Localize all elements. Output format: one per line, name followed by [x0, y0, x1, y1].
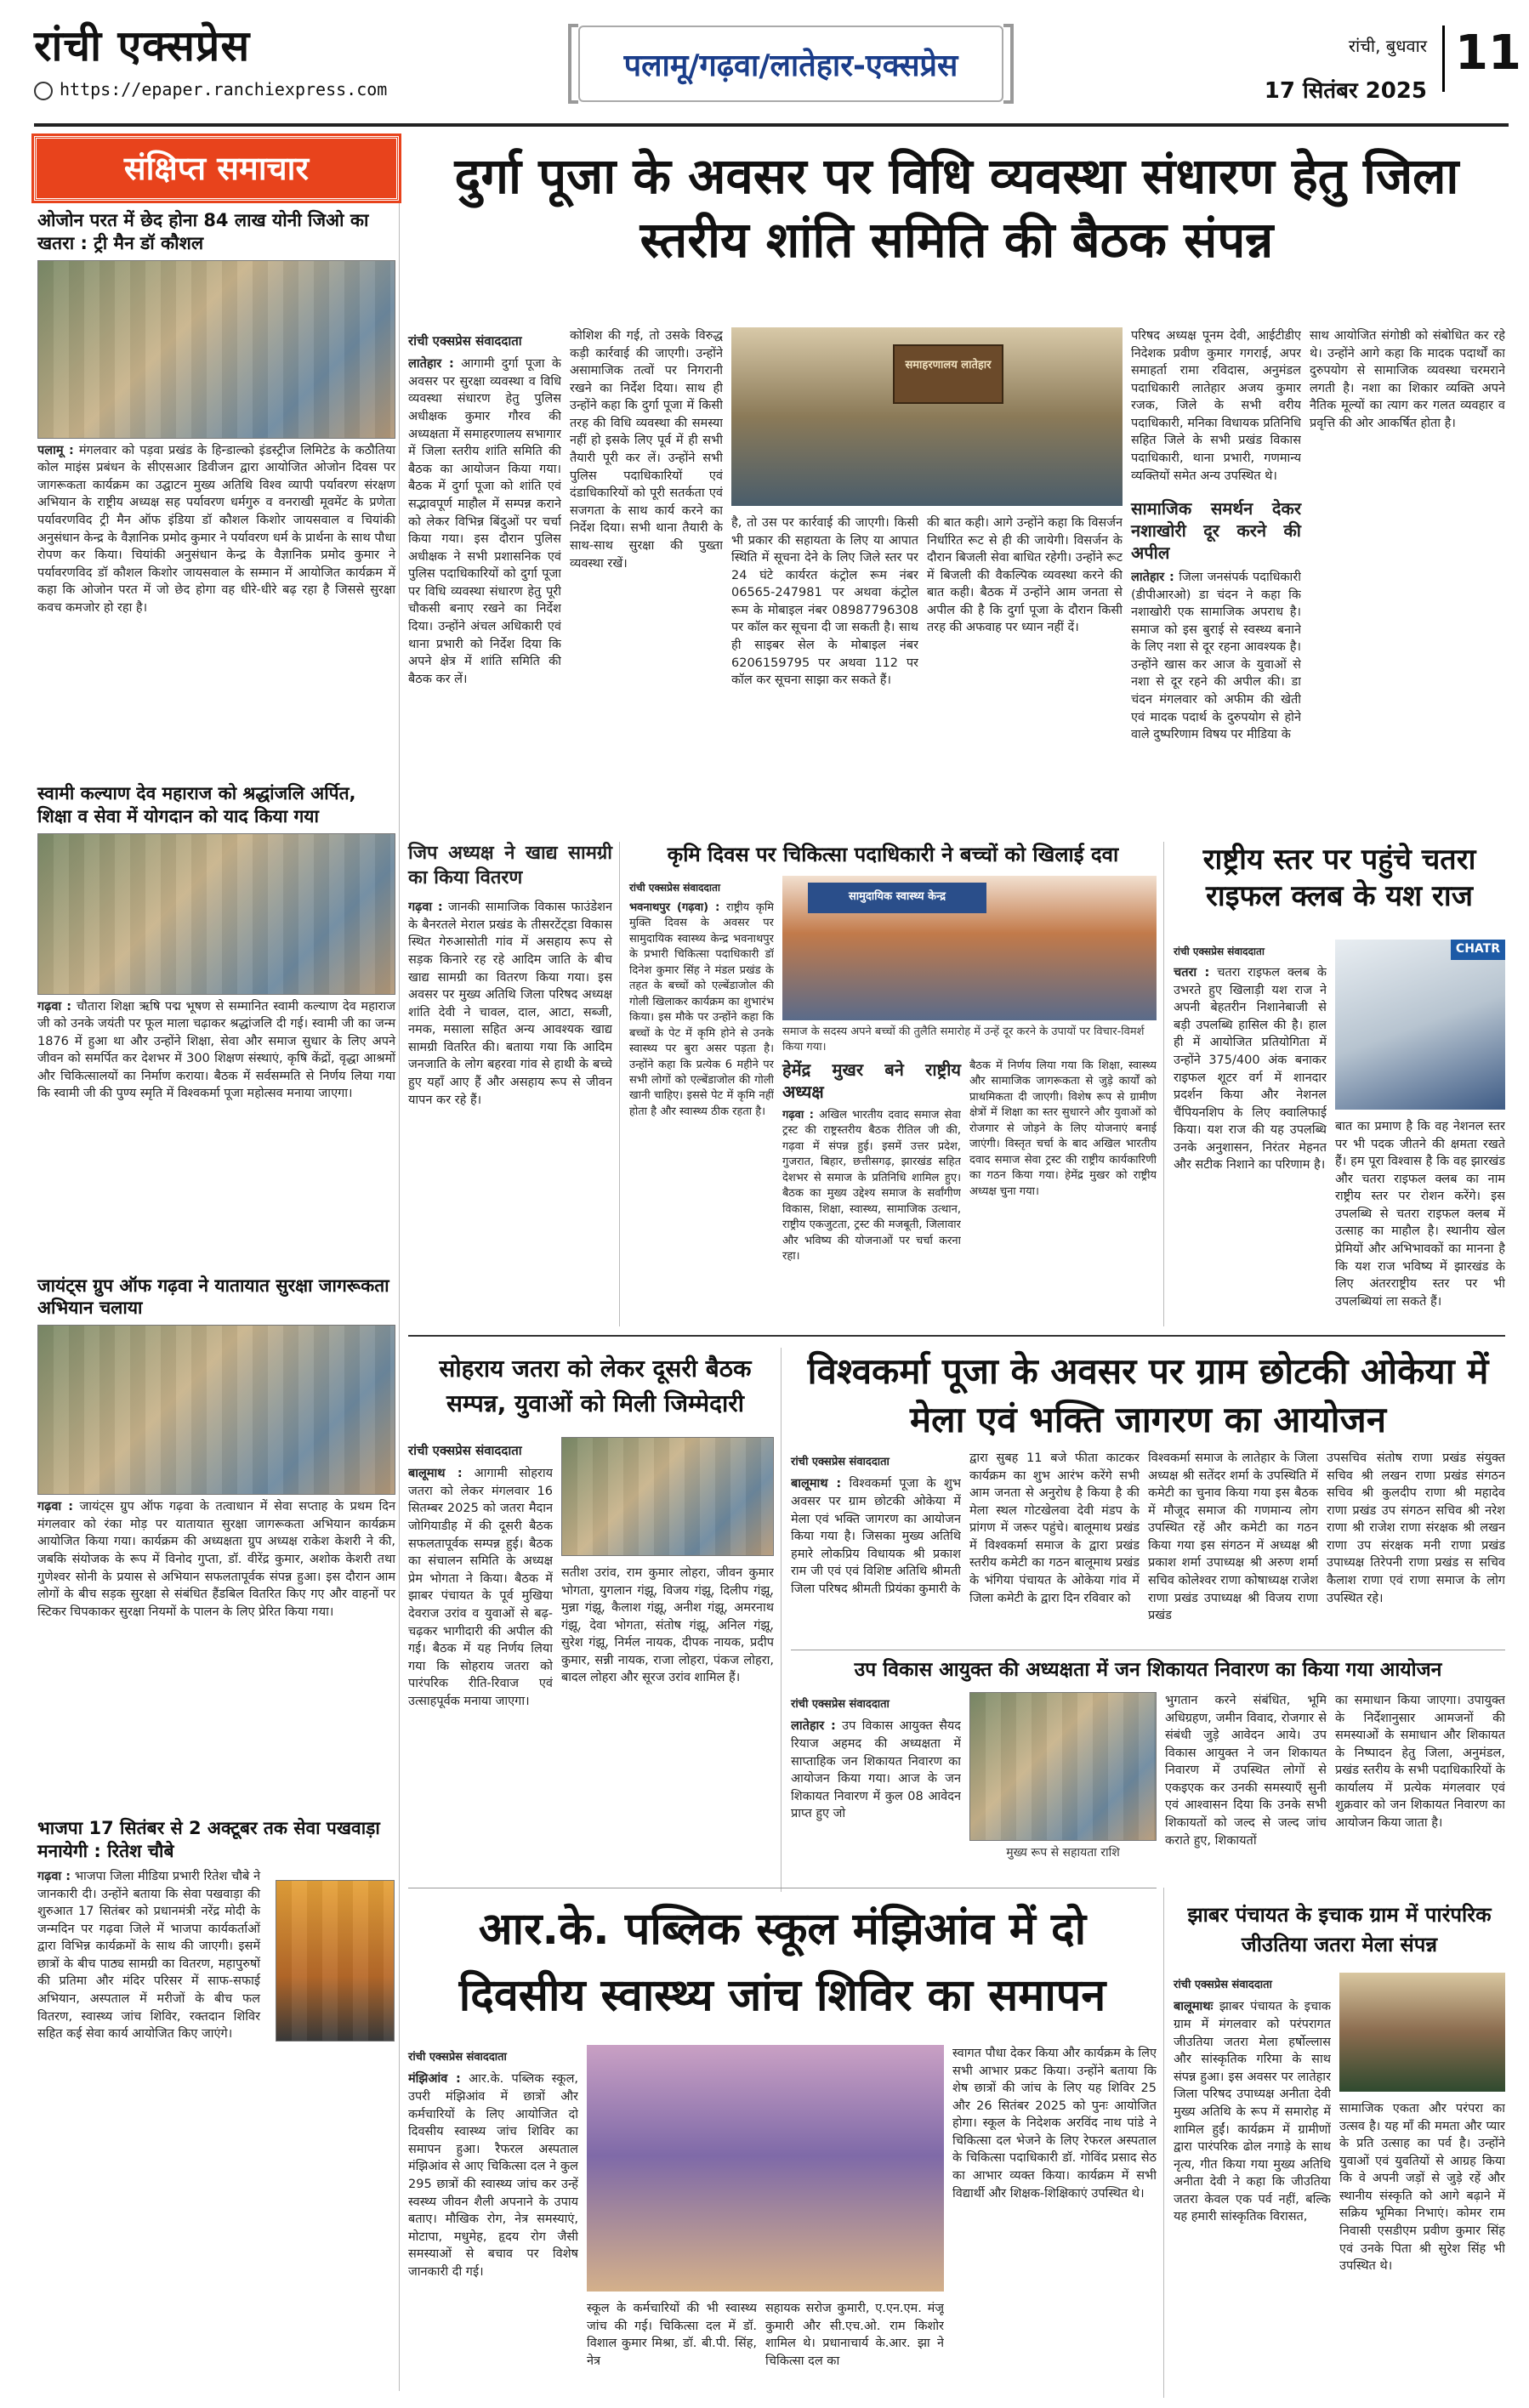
byline: रांची एक्सप्रेस संवाददाता — [408, 333, 522, 349]
byline: रांची एक्सप्रेस संवाददाता — [408, 1443, 522, 1458]
brief-text: भाजपा जिला मीडिया प्रभारी रितेश चौबे ने जानकारी दी। उन्होंने बताया कि सेवा पखवाड़ा की शुरुआत 17 सितंबर को प्रधानमंत्री नरेंद्र मोदी के जन्मदिन पर गढ़वा जिले में भाजपा कार्यकर्ताओं द्वारा विभिन्न कार्यक्रमों के साथ की जाएगी। इसमें छात्रों के बीच पाठ्य सामग्री का वितरण, महापुरुषों की प्रतिमा और मंदिर परिसर में साफ-सफाई अभियान, अस्पताल में मरीजों के बीच फल वितरण, स्वास्थ्य जांच शिविर, रक्तदान शिविर सहित कई सेवा कार्य आयोजित किए जाएंगे। — [37, 1870, 261, 2042]
section-title: पलामू/गढ़वा/लातेहार-एक्सप्रेस — [623, 48, 958, 83]
lead-story — [408, 327, 1505, 838]
epaper-url[interactable] — [34, 79, 387, 100]
mukhar-col-1 — [782, 1059, 961, 1337]
deworm-text: राष्ट्रीय कृमि मुक्ति दिवस के अवसर पर सामुदायिक स्वास्थ्य केन्द्र भवनाथपुर के प्रभारी चिकित्सा पदाधिकारी डॉ दिनेश कुमार सिंह ने मंडल प्रखंड के तहत के बच्चों को एल्बेंडाजोल की गोली खिलाकर कार्यक्रम का शुभारंभ किया। इस मौके पर उन्होंने कहा कि बच्चों के पेट में कृमि होने से उनके स्वास्थ्य पर बुरा असर पड़ता है। उन्होंने कहा कि प्रत्येक 6 महीने पर सभी लोगों को एल्बेंडाजोल की गोली खानी चाहिए। इससे पेट में कृमि नहीं होता है और स्वास्थ्य ठीक रहता है। — [629, 901, 774, 1118]
sohray-text: आगामी सोहराय जतरा को लेकर मंगलवार 16 सितम्बर 2025 को जतरा मैदान जोगियाडीह में की दूसरी बैठक सफलतापूर्वक सम्पन्न हुई। बैठक का संचालन समिति के अध्यक्ष प्रेम भोगता ने किया। बैठक में झाबर पंचायत के पूर्व मुखिया देवराज उरांव व युवाओं से बढ़-चढ़कर भागीदारी की अपील की गई। बैठक में यह निर्णय लिया गया कि सोहराय जतरा को पारंपरिक रीति-रिवाज एवं उत्साहपूर्वक मनाया जाएगा। — [408, 1467, 553, 1708]
byline: रांची एक्सप्रेस संवाददाता — [1174, 1979, 1272, 1991]
column-rule — [781, 1348, 782, 1892]
brief-body — [34, 1868, 264, 2174]
grv-text: उप विकास आयुक्त सैयद रियाज अहमद की अध्यक्षता में साप्ताहिक जन शिकायत निवारण का आयोजन किया गया। आज के जन शिकायत निवारण में कुल 08 आवेदन प्राप्त हुए जो — [791, 1719, 961, 1821]
mukhar-dateline: गढ़वा : — [782, 1109, 814, 1122]
brief-lead: गढ़वा : — [37, 999, 72, 1014]
jitiya-dateline: बालूमाथः — [1174, 2000, 1214, 2014]
column-rule — [1163, 842, 1164, 1326]
lead-dateline: लातेहार : — [408, 357, 454, 372]
photo-caption: समाज के सदस्य अपने बच्चों की तुलैति समारोह में उन्हें दूर करने के उपायों पर विचार-विमर्श किया गया। — [782, 1025, 1145, 1054]
lead-text: आगामी दुर्गा पूजा के अवसर पर सुरक्षा व्यवस्था व विधि व्यवस्था संधारण हेतु पुलिस अधीक्षक कुमार गौरव की अध्यक्षता में समाहरणालय सभागार में जिला स्तरीय शांति समिति की बैठक का आयोजन किया गया। बैठक में दुर्गा पूजा को शांति एवं सद्भावपूर्ण माहौल में सम्पन्न कराने को लेकर विभिन्न बिंदुओं पर चर्चा किया गया। इस दौरान पुलिस अधीक्षक ने सभी प्रशासनिक एवं पुलिस पदाधिकारियों को दुर्गा पूजा पर विधि व्यवस्था संधारण हेतु पूरी चौकसी बनाए रखने का निर्देश दिया। उन्होंने अंचल अधिकारी एवं थाना प्रभारी को निर्देश दिया कि अपने क्षेत्र में शांति समिति की बैठक कर लें। — [408, 357, 561, 686]
camp-headline: आर.के. पब्लिक स्कूल मंझिआंव में दो दिवसीय स्वास्थ्य जांच शिविर का समापन — [458, 1904, 1106, 2021]
brief-title: जायंट्स ग्रुप ऑफ गढ़वा ने यातायात सुरक्षा जागरूकता अभियान चलाया — [37, 1275, 389, 1319]
photo-caption: मुख्य रूप से सहायता राशि — [1006, 1846, 1120, 1860]
food-story — [408, 842, 612, 1326]
grv-dateline: लातेहार : — [791, 1719, 836, 1734]
vk-dateline: बालूमाथ : — [791, 1477, 842, 1491]
office-sign: समाहरणालय लातेहार — [893, 344, 1003, 404]
byline: रांची एक्सप्रेस संवाददाता — [1174, 946, 1265, 957]
jitiya-headline: झाबर पंचायत के इचाक ग्राम में पारंपरिक जीउतिया जतरा मेला संपन्न — [1187, 1903, 1492, 1956]
club-banner: CHATR — [1451, 940, 1505, 960]
vk-col-2: द्वारा सुबह 11 बजे फीता काटकर कार्यक्रम का शुभ आरंभ करेंगे सभी आम जनता से अनुरोध है किया है की मेला स्थल गोटखेलवा देवी मंडप के प्रांगण में जरूर पहुंचे। बालूमाथ प्रखंड में विश्वकर्मा समाज के द्वारा प्रखंड स्तरीय कमेटी का गठन बालूमाथ प्रखंड के भंगिया पंचायत के ओकेया गांव में जिला कमेटी के द्वारा दिन रविवार को — [969, 1451, 1140, 1605]
jitiya-col-2: सामाजिक एकता और परंपरा का उत्सव है। यह माँ की ममता और प्यार के प्रति उत्साह का पर्व है। उन्होंने युवाओं एवं युवतियों से आग्रह किया कि वे अपनी जड़ों से जुड़े रहें और स्थानीय संस्कृति को आगे बढ़ाने में सक्रिय भूमिका निभाएं। कोमर राम निवासी एसडीएम प्रवीण कुमार सिंह एवं उनके पिता श्री सुरेश सिंह भी उपस्थित थे। — [1339, 2102, 1505, 2274]
lead-col-2: कोशिश की गई, तो उसके विरुद्ध कड़ी कार्रवाई की जाएगी। उन्होंने असामाजिक तत्वों पर निगरानी रखने का निर्देश दिया। साथ ही उन्होंने कहा कि दुर्गा पूजा में किसी तरह की विधि व्यवस्था की समस्या नहीं हो इसके लिए पूर्व में ही सभी तैयारी पूरी कर लें। उन्होंने सभी पुलिस पदाधिकारियों एवं दंडाधिकारियों को पूरी सतर्कता एवं सजगता के साथ कार्य करने का निर्देश दिया। सभी थाना तैयारी के साथ-साथ सुरक्षा की पुख्ता व्यवस्था रखें। — [570, 329, 723, 571]
right-bracket — [1003, 24, 1014, 104]
city-day: रांची, बुधवार — [1348, 36, 1427, 56]
jitiya-photo — [1339, 1973, 1505, 2092]
brief-photo — [37, 833, 395, 995]
rifle-text: चतरा राइफल क्लब के उभरते हुए खिलाड़ी यश राज ने अपनी बेहतरीन निशानेबाजी से बड़ी उपलब्धि हासिल की है। हाल ही में आयोजित प्रतियोगिता में उन्होंने 375/400 अंक बनाकर राइफल शूटर वर्ग में शानदार प्रदर्शन किया और नेशनल चैंपियनशिप के लिए क्वालिफाई किया। यश राज की यह उपलब्धि उनके अनुशासन, निरंतर मेहनत और सटीक निशाने का परिणाम है। — [1174, 966, 1327, 1173]
lead-headline: दुर्गा पूजा के अवसर पर विधि व्यवस्था संधारण हेतु जिला स्तरीय शांति समिति की बैठक संपन्न — [454, 147, 1459, 270]
sohray-col-2: सतीश उरांव, राम कुमार लोहरा, जीवन कुमार भोगता, युगलान गंझू, विजय गंझू, दिलीप गंझू, मुन्ना गंझू, कैलाश गंझू, अनीश गंझू, अमरनाथ गंझू, देवा भोगता, संतोष गंझू, अनिल गंझू, सुरेश गंझू, निर्मल नायक, दीपक नायक, प्रदीप कुमार, सन्नी नायक, राजा लोहरा, पंकज लोहरा, बादल लोहरा और सूरज उरांव शामिल हैं। — [561, 1566, 774, 1685]
rifle-col-2: बात का प्रमाण है कि वह नेशनल स्तर पर भी पदक जीतने की क्षमता रखते हैं। हम पूरा विश्वास है कि वह झारखंड और चतरा राइफल क्लब का नाम राष्ट्रीय स्तर पर रोशन करेंगे। इस उपलब्धि से चतरा राइफल क्लब में उत्साह का माहौल है। स्थानीय खेल प्रेमियों और अभिभावकों का मानना है कि यश राज भविष्य में झारखंड के लिए अंतरराष्ट्रीय स्तर पर भी उपलब्धियां ला सकते हैं। — [1335, 1120, 1505, 1309]
globe-icon — [34, 82, 53, 100]
lead-col-3: है, तो उस पर कार्रवाई की जाएगी। किसी भी प्रकार की सहायता के लिए या आपात स्थिति में सूचना देने के लिए जिले स्तर पर 24 घंटे कार्यरत कंट्रोल रूम नंबर 06565-247981 पर अथवा कंट्रोल रूम के मोबाइल नंबर 08987796308 पर कॉल कर सूचना दी जा सकती है। साथ ही साइबर सेल के मोबाइल नंबर 6206159795 पर अथवा 112 पर कॉल कर सूचना साझा कर सकते हैं। — [731, 516, 918, 688]
sohray-dateline: बालूमाथ : — [408, 1467, 463, 1481]
camp-col-2: स्कूल के कर्मचारियों की भी स्वास्थ्य जांच की गई। चिकित्सा दल में डॉ. विशाल कुमार मिश्रा, डॉ. बी.पी. सिंह, नेत्र — [587, 2302, 757, 2368]
vishwakarma-headline: विश्वकर्मा पूजा के अवसर पर ग्राम छोटकी ओकेया में मेला एवं भक्ति जागरण का आयोजन — [807, 1350, 1489, 1440]
section-rule — [408, 1335, 1505, 1337]
sohray-headline: सोहराय जतरा को लेकर दूसरी बैठक सम्पन्न, युवाओं को मिली जिम्मेदारी — [439, 1354, 752, 1417]
side-text: जिला जनसंपर्क पदाधिकारी (डीपीआरओ) डा चंदन ने कहा कि नशाखोरी एक सामाजिक अपराध है। समाज को इस बुराई से स्वस्थ्य बनाने के लिए नशा से दूर रहना आवश्यक है। उन्होंने खास कर आज के युवाओं से नशा से दूर रहने की अपील की। डा चंदन मंगलवार को अफीम की खेती एवं मादक पदार्थ के दुरुपयोग से होने वाले दुष्परिणाम विषय पर मीडिया के — [1131, 571, 1301, 742]
camp-col-4: स्वागत पौधा देकर किया और कार्यक्रम के लिए सभी आभार प्रकट किया। उन्होंने बताया कि शेष छात्रों की जांच के लिए यह शिविर 25 और 26 सितंबर 2025 को पुनः आयोजित होगा। स्कूल के निदेशक अरविंद नाथ पांडे ने चिकित्सा दल भेजने के लिए रेफरल अस्पताल के चिकित्सा पदाधिकारी डॉ. गोविंद प्रसाद सेठ का आभार व्यक्त किया। कार्यक्रम में सभी विद्यार्थी और शिक्षक-शिक्षिकाएं उपस्थित थे। — [952, 2047, 1157, 2201]
deworm-story — [629, 876, 1157, 1326]
url-text: https://epaper.ranchiexpress.com — [60, 79, 388, 99]
brief-photo — [37, 1325, 395, 1495]
masthead — [0, 0, 1529, 128]
deworm-dateline: भवनाथपुर (गढ़वा) : — [629, 901, 720, 915]
camp-story — [408, 2045, 1157, 2394]
page-number: 11 — [1442, 26, 1509, 92]
brand-logo: रांची एक्सप्रेस — [34, 20, 251, 71]
mukhar-col-2: बैठक में निर्णय लिया गया कि शिक्षा, स्वास्थ्य और सामाजिक जागरूकता से जुड़े कार्यों को प्राथमिकता दी जाएगी। विशेष रूप से ग्रामीण क्षेत्रों में शिक्षा का स्तर सुधारने और युवाओं को रोजगार से जोड़ने के लिए योजनाएं बनाई जाएंगी। विस्तृत चर्चा के बाद अखिल भारतीय दवाद समाज सेवा ट्रस्ट की राष्ट्रीय कार्यकारिणी का गठन किया गया। हेमेंद्र मुखर को राष्ट्रीय अध्यक्ष चुना गया। — [969, 1059, 1157, 1198]
grievance-story — [791, 1692, 1505, 1879]
masthead-rule — [34, 123, 1509, 127]
clinic-photo — [782, 876, 1157, 1020]
brief-body — [34, 442, 399, 774]
camp-dateline: मंझिआंव : — [408, 2072, 461, 2087]
brief-text: चौतारा शिक्षा ऋषि पद्म भूषण से सम्मानित स्वामी कल्याण देव महाराज जी को उनके जयंती पर फूल माला चढ़ाकर श्रद्धांजलि दी गई। स्वामी जी का जन्म 1876 में हुआ था और उन्होंने शिक्षा, सेवा और समाज सुधार के लिए अपने जीवन को समर्पित कर देशभर में 300 शिक्षण संस्थाएं, कृषि केंद्रों, वृद्धा आश्रमों और चिकित्सालयों का निर्माण कराया। बैठक में सर्वसम्मति से निर्णय लिया गया कि स्वामी जी की पुण्य स्मृति में विश्वकर्मा पूजा महोत्सव मनाया जाएगा। — [37, 999, 395, 1101]
byline: रांची एक्सप्रेस संवाददाता — [791, 1698, 890, 1711]
section-banner — [578, 26, 1003, 102]
left-bracket — [568, 24, 578, 104]
brief-text: जायंट्स ग्रुप ऑफ गढ़वा के तत्वाधान में सेवा सप्ताह के प्रथम दिन मंगलवार को रंका मोड़ पर यातायात सुरक्षा जागरूकता अभियान कार्यक्रम आयोजित किया गया। कार्यक्रम की अध्यक्षता ग्रुप अध्यक्ष राकेश केशरी ने की, जबकि संयोजक के रूप में विनोद गुप्ता, डॉ. वीरेंद्र कुमार, अशोक केशरी तथा गुणेश्वर सोनी के प्रयास से अभियान सफलतापूर्वक संपन्न हुआ। इस दौरान आम लोगों के बीच सड़क सुरक्षा से संबंधित हैंडबिल वितरित किए गए और वाहनों पर स्टिकर चिपकाकर सुरक्षा नियमों के पालन के लिए प्रेरित किया गया। — [37, 1500, 395, 1619]
column-rule — [619, 842, 620, 1326]
brief-body — [34, 1498, 399, 1809]
side-headline: सामाजिक समर्थन देकर नशाखोरी दूर करने की अपील — [1131, 498, 1301, 563]
side-dateline: लातेहार : — [1131, 571, 1174, 584]
mukhar-text: अखिल भारतीय दवाद समाज सेवा ट्रस्ट की राष्ट्रस्तरीय बैठक रीतिल जी की, गढ़वा में संपन्न हुई। इसमें उत्तर प्रदेश, गुजरात, बिहार, छत्तीसगढ़, झारखंड सहित देशभर से समाज के प्रतिनिधि शामिल हुए। बैठक का मुख्य उद्देश्य समाज के सर्वांगीण विकास, शिक्षा, स्वास्थ्य, सामाजिक उत्थान, राष्ट्रीय एकजुटता, ट्रस्ट की मजबूती, जिलावार और भविष्य की योजनाओं पर चर्चा करना रहा। — [782, 1109, 961, 1264]
brief-lead: गढ़वा : — [37, 1870, 71, 1883]
brief-lead: पलामू : — [37, 443, 74, 457]
grv-col-3: का समाधान किया जाएगा। उपायुक्त के निर्देशानुसार आमजनों की समस्याओं के समाधान और शिकायत के निष्पादन हेतु जिला, अनुमंडल, प्रखंड स्तरीय के सभी पदाधिकारियों के कार्यालय में प्रत्येक मंगलवार एवं शुक्रवार को जन शिकायत निवारण का आयोजन किया जाता है। — [1335, 1694, 1505, 1831]
food-headline: जिप अध्यक्ष ने खाद्य सामग्री का किया वितरण — [408, 843, 612, 889]
clinic-sign: सामुदायिक स्वास्थ्य केन्द्र — [808, 883, 986, 913]
rifle-dateline: चतरा : — [1174, 966, 1210, 980]
deworm-headline: कृमि दिवस पर चिकित्सा पदाधिकारी ने बच्चों को खिलाई दवा — [667, 843, 1119, 866]
byline: रांची एक्सप्रेस संवाददाता — [408, 2051, 507, 2064]
byline: रांची एक्सप्रेस संवाददाता — [791, 1456, 890, 1468]
rifle-headline: राष्ट्रीय स्तर पर पहुंचे चतरा राइफल क्लब के यश राज — [1202, 843, 1476, 913]
vk-col-1 — [791, 1450, 961, 1637]
sohray-story — [408, 1437, 774, 1879]
briefs-column — [34, 136, 400, 2391]
vk-text: विश्वकर्मा पूजा के शुभ अवसर पर ग्राम छोटकी ओकेया में मेला एवं भक्ति जागरण का आयोजन किया गया है। जिसका मुख्य अतिथि हमारे लोकप्रिय विधायक श्री प्रकाश राम जी एवं एवं विशिष्ट अतिथि श्रीमती जिला परिषद श्रीमती प्रियंका कुमारी के — [791, 1477, 961, 1596]
lead-col-4: की बात कही। आगे उन्होंने कहा कि विसर्जन निर्धारित रूट से ही की जायेगी। विसर्जन के दौरान बिजली सेवा बाधित रहेगी। उन्होंने रूट में बिजली की वैकल्पिक व्यवस्था करने की बात कही। बैठक में उन्होंने आम जनता से अपील की है कि दुर्गा पूजा के दौरान किसी तरह की अफवाह पर ध्यान नहीं दें। — [927, 516, 1123, 635]
deworm-col-1 — [629, 876, 774, 1309]
grv-col-1 — [791, 1692, 961, 1871]
grievance-photo — [969, 1692, 1157, 1841]
brief-body — [34, 998, 399, 1266]
vk-col-4: उपसचिव संतोष राणा प्रखंड संयुक्त सचिव श्री लखन राणा प्रखंड संगठन सचिव श्री कुलदीप राणा श्री महादेव राणा प्रखंड उप संगठन सचिव श्री नरेश राणा श्री राजेश राणा संरक्षक श्री लखन राणा उप संरक्षक मनी राणा प्रखंड उपाध्यक्ष तिरेपनी राणा प्रखंड स सचिव कैलाश राणा एवं राणा समाज के लोग उपस्थित रहे। — [1327, 1451, 1505, 1605]
lead-col-5 — [1131, 327, 1301, 824]
issue-date: 17 सितंबर 2025 — [1264, 78, 1427, 104]
lead-col-6: साथ आयोजित संगोष्ठी को संबोधित कर रहे थे। उन्होंने आगे कहा कि मादक पदार्थों का दुरुपयोग से सामाजिक व्यवस्था चरमराने लगती है। नशा का शिकार व्यक्ति अपने नैतिक मूल्यों का त्याग कर गलत व्यवहार व प्रवृत्ति की ओर आकर्षित होता है। — [1310, 329, 1505, 430]
lead-col-1 — [408, 327, 561, 832]
food-text: जानकी सामाजिक विकास फाउंडेशन के बैनरतले मेराल प्रखंड के तीसरटेंट्डा विकास स्थित गेरुआसोती गांव में असहाय रूप से सड़क किनारे रह रहे आदिम जाति के बीच खाद्य सामग्री का वितरण किया गया। इस अवसर पर मुख्य अतिथि जिला परिषद अध्यक्ष शांति देवी ने चावल, दाल, आटा, सब्जी, नमक, मसाला सहित अन्य आवश्यक खाद्य सामग्री वितरित की। बताया गया कि आदिम जनजाति के लोग बहरवा गांव से हाथी के बच्चे हुए यहाँ आए हैं और असहाय रूप से जीवन यापन कर रहे हैं। — [408, 900, 612, 1107]
brief-block — [34, 1868, 399, 2174]
brief-photo — [37, 260, 395, 439]
mukhar-headline: हेमेंद्र मुखर बने राष्ट्रीय अध्यक्ष — [782, 1059, 961, 1102]
byline: रांची एक्सप्रेस संवाददाता — [629, 882, 720, 894]
camp-col-1 — [408, 2045, 578, 2385]
brief-lead: गढ़वा : — [37, 1500, 74, 1514]
food-dateline: गढ़वा : — [408, 900, 443, 915]
portrait-photo — [276, 1880, 395, 2042]
brief-title: स्वामी कल्याण देव महाराज को श्रद्धांजलि अर्पित, शिक्षा व सेवा में योगदान को याद किया गया — [37, 782, 356, 826]
camp-col-3: सहायक सरोज कुमारी, ए.एन.एम. मंजू कुमारी और सी.एच.ओ. राम किशोर शामिल थे। प्रधानाचार्य के.आर. झा ने चिकित्सा दल का — [765, 2302, 944, 2368]
jitiya-text: झाबर पंचायत के इचाक ग्राम में मंगलवार को परंपरागत जीउतिया जतरा मेला हर्षोल्लास और सांस्कृतिक गरिमा के साथ संपन्न हुआ। इस अवसर पर लातेहार जिला परिषद उपाध्यक्ष अनीता देवी मुख्य अतिथि के रूप में समारोह में शामिल हुईं। कार्यक्रम में ग्रामीणों द्वारा पारंपरिक ढोल नगाड़े के साथ नृत्य, गीत किया गया मुख्य अतिथि अनीता देवी ने कहा कि जीउतिया जतरा केवल एक पर्व नहीं, बल्कि यह हमारी सांस्कृतिक विरासत, — [1174, 2000, 1331, 2224]
dateline — [1265, 34, 1427, 105]
brief-title: भाजपा 17 सितंबर से 2 अक्टूबर तक सेवा पखवाड़ा मनायेगी : रितेश चौबे — [37, 1818, 380, 1862]
camp-photo — [587, 2045, 944, 2292]
rifle-col-1 — [1174, 940, 1327, 1321]
jitiya-col-1 — [1174, 1973, 1331, 2381]
vishwakarma-story — [791, 1450, 1505, 1645]
lead-text: परिषद अध्यक्ष पूनम देवी, आईटीडीए निदेशक प्रवीण कुमार गगराई, अपर समाहर्ता रामा रविदास, अनुमंडल पदाधिकारी लातेहार अजय कुमार रजक, जिले के सभी वरीय पदाधिकारी, मनिका विधायक प्रतिनिधि सहित जिले के सभी प्रखंड विकास पदाधिकारी, थाना प्रभारी, गणमान्य व्यक्तियों समेत अन्य उपस्थित थे। — [1131, 329, 1301, 483]
grievance-headline: उप विकास आयुक्त की अध्यक्षता में जन शिकायत निवारण का किया गया आयोजन — [854, 1659, 1442, 1681]
grv-col-2: भुगतान करने संबंधित, भूमि अधिग्रहण, जमीन विवाद, रोजगार से संबंधी जुड़े आवेदन आये। उप विकास आयुक्त ने जन शिकायत निवारण में उपस्थित लोगों से एकइएक कर उनकी समस्याएँ सुनी एवं आश्वासन दिया कि उनके सभी शिकायतों को जल्द से जल्द जांच कराते हुए, शिकायतों — [1165, 1694, 1327, 1848]
sohray-col-1 — [408, 1437, 553, 1873]
rifle-story — [1174, 940, 1505, 1331]
briefs-heading: संक्षिप्त समाचार — [34, 136, 399, 201]
jitiya-story — [1174, 1973, 1505, 2394]
brief-title: ओजोन परत में छेद होना 84 लाख योनी जिओ का खतरा : ट्री मैन डॉ कौशल — [37, 210, 369, 253]
meeting-photo — [731, 327, 1123, 506]
shooter-photo — [1335, 940, 1505, 1110]
camp-text: आर.के. पब्लिक स्कूल, उपरी मंझिआंव में छात्रों और कर्मचारियों के लिए आयोजित दो दिवसीय स्वास्थ्य जांच शिविर का समापन हुआ। रैफरल अस्पताल मंझिआंव से आए चिकित्सा दल ने कुल 295 छात्रों की स्वास्थ्य जांच कर उन्हें स्वस्थ्य जीवन शैली अपनाने के उपाय बताए। मौखिक रोग, नेत्र समस्याएं, मोटापा, मधुमेह, हृदय रोग जैसी समस्याओं से बचाव पर विशेष जानकारी दी गई। — [408, 2072, 578, 2279]
vk-col-3: विश्वकर्मा समाज के लातेहार के जिला अध्यक्ष श्री सतेंदर शर्मा के उपस्थिति में कमेटी का चुनाव किया गया इस बैठक में मौजूद समाज की गणमान्य लोग उपस्थित रहें और कमेटी का गठन किया गया इस संगठन में अध्यक्ष श्री प्रकाश शर्मा उपाध्यक्ष श्री अरुण शर्मा सचिव कोलेश्वर राणा कोषाध्यक्ष राजेश राणा प्रखंड उपाध्यक्ष श्री विजय राणा प्रखंड — [1148, 1451, 1318, 1623]
column-rule — [1163, 1888, 1164, 2398]
brief-text: मंगलवार को पड़वा प्रखंड के हिन्डाल्को इंडस्ट्रीज लिमिटेड के कठौतिया कोल माइंस प्रबंधन के सीएसआर डिवीजन द्वारा आयोजित ओजोन दिवस पर जागरूकता कार्यक्रम का उद्घाटन मुख्य अतिथि विश्व व्यापी पर्यावरण संरक्षण अभियान के राष्ट्रीय अध्यक्ष सह पर्यावरण धर्मगुरु व वनराखी मूवमेंट के प्रणेता पर्यावरणविद ट्री मैन ऑफ इंडिया डॉ कौशल किशोर जायसवाल व चियांकी अनुसंधान केन्द्र के वैज्ञानिक प्रमोद कुमार ने पर्यावरण धर्म के प्रार्थना के साथ पौधा रोपण कर किया। चियांकी अनुसंधान केन्द्र के वैज्ञानिक प्रमोद कुमार ने पर्यावरणविद डॉ कौशल किशोर जायसवाल के सम्मान में आयोजित कार्यक्रम में कहा कि ओजोन परत में जो छेद होगा वह धीरे-धीरे बढ़ रहा है जिससे सुरक्षा कवच कमजोर हो रहा है। — [37, 443, 396, 615]
